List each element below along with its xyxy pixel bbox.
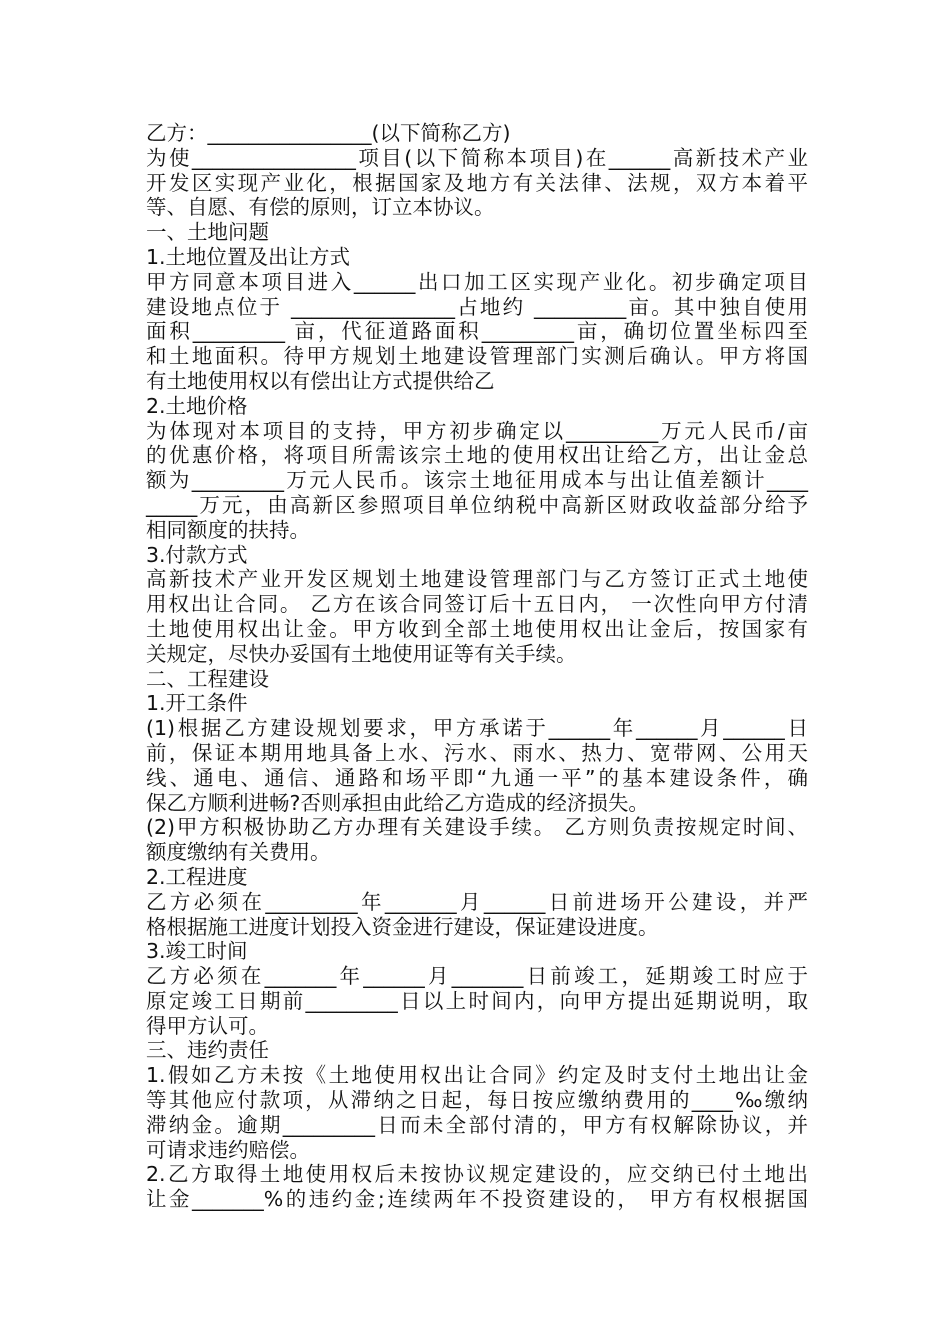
- document-line: 面积_________ 亩，代征道路面积_________亩，确切位置坐标四至: [146, 319, 808, 344]
- document-line: 得甲方认可。: [146, 1013, 269, 1038]
- document-line: 线、通电、通信、通路和场平即“九通一平”的基本建设条件，确: [146, 765, 808, 790]
- document-line: 1.土地位置及出让方式: [146, 244, 351, 269]
- document-line: 有土地使用权以有偿出让方式提供给乙: [146, 368, 495, 393]
- document-line: 甲方同意本项目进入______出口加工区实现产业化。初步确定项目: [146, 269, 808, 294]
- document-line: 为使________________项目(以下简称本项目)在______高新技术产业: [146, 145, 808, 170]
- document-line: (2)甲方积极协助乙方办理有关建设手续。 乙方则负责按规定时间、: [146, 815, 808, 840]
- document-line: 前，保证本期用地具备上水、污水、雨水、热力、宽带网、公用天: [146, 740, 808, 765]
- document-line: 三、违约责任: [146, 1038, 269, 1063]
- document-line: (1)根据乙方建设规划要求，甲方承诺于______年______月______日: [146, 716, 808, 741]
- document-line: 3.付款方式: [146, 542, 248, 567]
- document-line: _____万元，由高新区参照项目单位纳税中高新区财政收益部分给予: [146, 492, 808, 517]
- document-line: 等其他应付款项，从滞纳之日起，每日按应缴纳费用的____‰缴纳: [146, 1088, 808, 1113]
- document-line: 让金_______%的违约金;连续两年不投资建设的， 甲方有权根据国: [146, 1187, 808, 1212]
- document-line: 乙方必须在_________年_______月______日前进场开公建设，并严: [146, 889, 808, 914]
- document-line: 的优惠价格，将项目所需该宗土地的使用权出让给乙方，出让金总: [146, 443, 808, 468]
- document-line: 为体现对本项目的支持，甲方初步确定以_________万元人民币/亩: [146, 418, 808, 443]
- document-line: 关规定，尽快办妥国有土地使用证等有关手续。: [146, 641, 577, 666]
- document-line: 保乙方顺利进畅?否则承担由此给乙方造成的经济损失。: [146, 790, 649, 815]
- document-line: 原定竣工日期前_________日以上时间内，向甲方提出延期说明，取: [146, 988, 808, 1013]
- document-line: 等、自愿、有偿的原则，订立本协议。: [146, 195, 495, 220]
- document-line: 相同额度的扶持。: [146, 517, 310, 542]
- document-line: 一、土地问题: [146, 220, 269, 245]
- document-line: 格根据施工进度计划投入资金进行建设，保证建设进度。: [146, 914, 659, 939]
- document-line: 建设地点位于 ________________占地约 _________亩。其中独自使用: [146, 294, 808, 319]
- document-line: 3.竣工时间: [146, 939, 248, 964]
- document-line: 1.开工条件: [146, 691, 248, 716]
- document-line: 滞纳金。逾期_________日而未全部付清的，甲方有权解除协议，并: [146, 1112, 808, 1137]
- document-line: 乙方必须在_______年______月_______日前竣工，延期竣工时应于: [146, 964, 808, 989]
- document-line: 2.工程进度: [146, 864, 248, 889]
- document-line: 高新技术产业开发区规划土地建设管理部门与乙方签订正式土地使: [146, 567, 808, 592]
- document-line: 1.假如乙方未按《土地使用权出让合同》约定及时支付土地出让金: [146, 1063, 808, 1088]
- document-line: 2.土地价格: [146, 393, 248, 418]
- document-line: 额度缴纳有关费用。: [146, 840, 331, 865]
- document-line: 可请求违约赔偿。: [146, 1137, 310, 1162]
- document-line: 用权出让合同。 乙方在该合同签订后十五日内， 一次性向甲方付清: [146, 592, 808, 617]
- document-line: 土地使用权出让金。甲方收到全部土地使用权出让金后，按国家有: [146, 616, 808, 641]
- document-line: 二、工程建设: [146, 666, 269, 691]
- document-line: 2.乙方取得土地使用权后未按协议规定建设的，应交纳已付土地出: [146, 1162, 808, 1187]
- document-body: [146, 121, 808, 1212]
- document-line: 乙方：________________(以下简称乙方): [146, 121, 511, 145]
- document-line: 开发区实现产业化，根据国家及地方有关法律、法规，双方本着平: [146, 170, 808, 195]
- document-line: 和土地面积。待甲方规划土地建设管理部门实测后确认。甲方将国: [146, 344, 808, 369]
- document-line: 额为_________万元人民币。该宗土地征用成本与出让值差额计____: [146, 468, 808, 493]
